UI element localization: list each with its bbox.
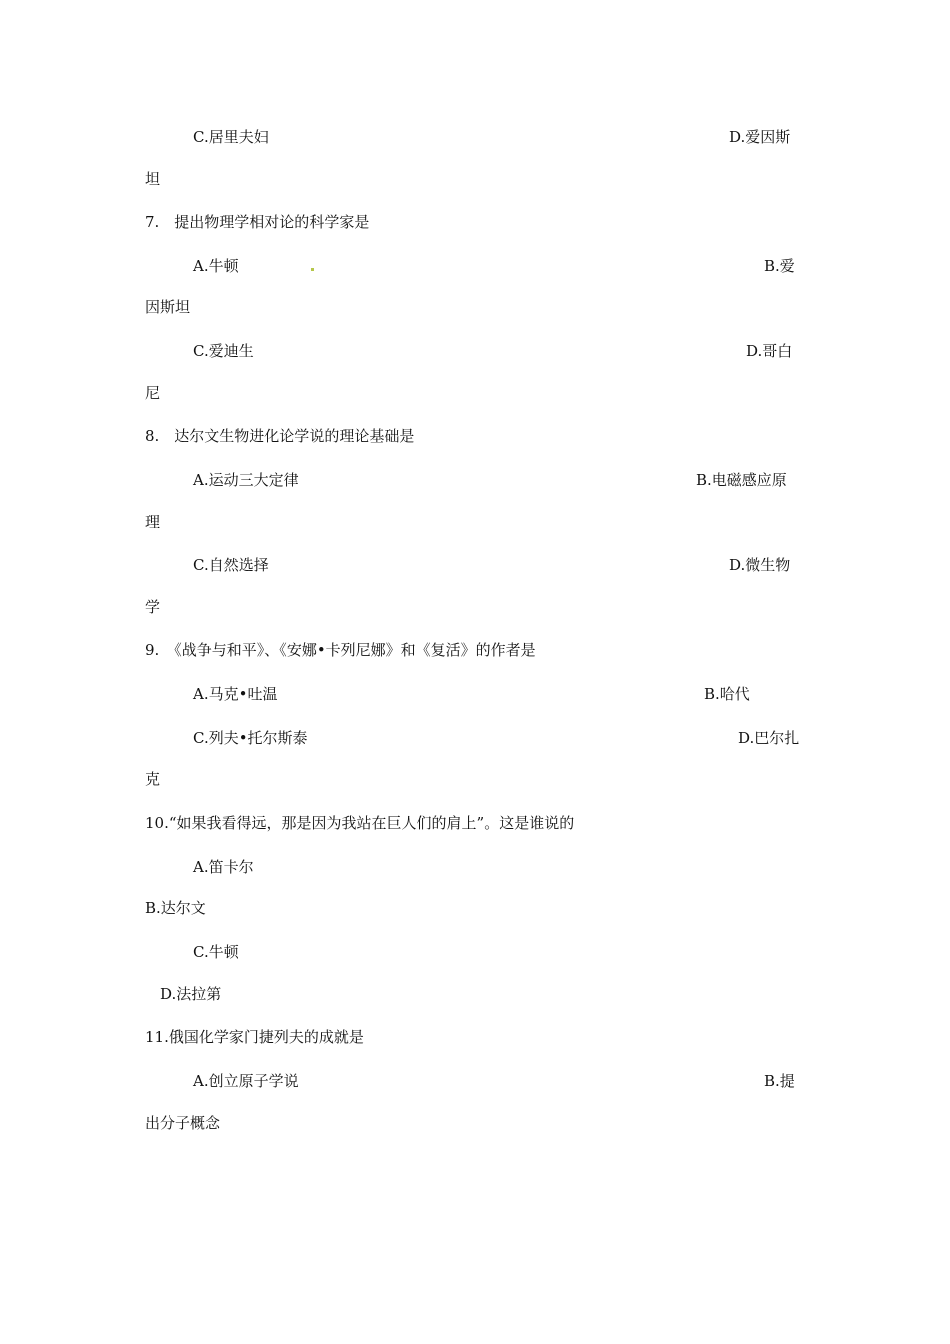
q8-option-d-wrap: 学	[145, 598, 161, 616]
question-7: 7. 提出物理学相对论的科学家是	[145, 213, 370, 231]
question-10: 10.“如果我看得远，那是因为我站在巨人们的肩上”。这是谁说的	[145, 814, 575, 832]
q8-option-d: D.微生物	[729, 556, 791, 574]
q11-option-b-wrap: 出分子概念	[145, 1114, 221, 1132]
q7-option-a: A.牛顿	[193, 257, 239, 275]
q10-option-c: C.牛顿	[193, 943, 239, 961]
q6-option-d-wrap: 坦	[145, 170, 161, 188]
q7-option-b: B.爱	[764, 257, 795, 275]
q9-option-d-wrap: 克	[145, 770, 161, 788]
question-11: 11.俄国化学家门捷列夫的成就是	[145, 1028, 364, 1046]
q11-option-b: B.提	[764, 1072, 795, 1090]
stray-dot	[311, 268, 314, 271]
q8-option-c: C.自然选择	[193, 556, 269, 574]
q7-option-d-wrap: 尼	[145, 384, 161, 402]
q7-option-d: D.哥白	[746, 342, 793, 360]
q7-option-c: C.爱迪生	[193, 342, 254, 360]
q8-option-b-wrap: 理	[145, 513, 161, 531]
q9-option-b: B.哈代	[704, 685, 750, 703]
q9-option-a: A.马克•吐温	[193, 685, 278, 703]
question-8: 8. 达尔文生物进化论学说的理论基础是	[145, 427, 415, 445]
q7-option-b-wrap: 因斯坦	[145, 298, 191, 316]
q10-option-d: D.法拉第	[160, 985, 222, 1003]
q8-option-a: A.运动三大定律	[193, 471, 299, 489]
q9-option-c: C.列夫•托尔斯泰	[193, 729, 308, 747]
q11-option-a: A.创立原子学说	[193, 1072, 299, 1090]
q10-option-b: B.达尔文	[145, 899, 206, 917]
q9-option-d: D.巴尔扎	[738, 729, 800, 747]
q6-option-d: D.爱因斯	[729, 128, 791, 146]
question-9: 9. 《战争与和平》、《安娜•卡列尼娜》和《复活》的作者是	[145, 641, 536, 659]
q6-option-c: C.居里夫妇	[193, 128, 269, 146]
q10-option-a: A.笛卡尔	[193, 858, 254, 876]
q8-option-b: B.电磁感应原	[696, 471, 787, 489]
